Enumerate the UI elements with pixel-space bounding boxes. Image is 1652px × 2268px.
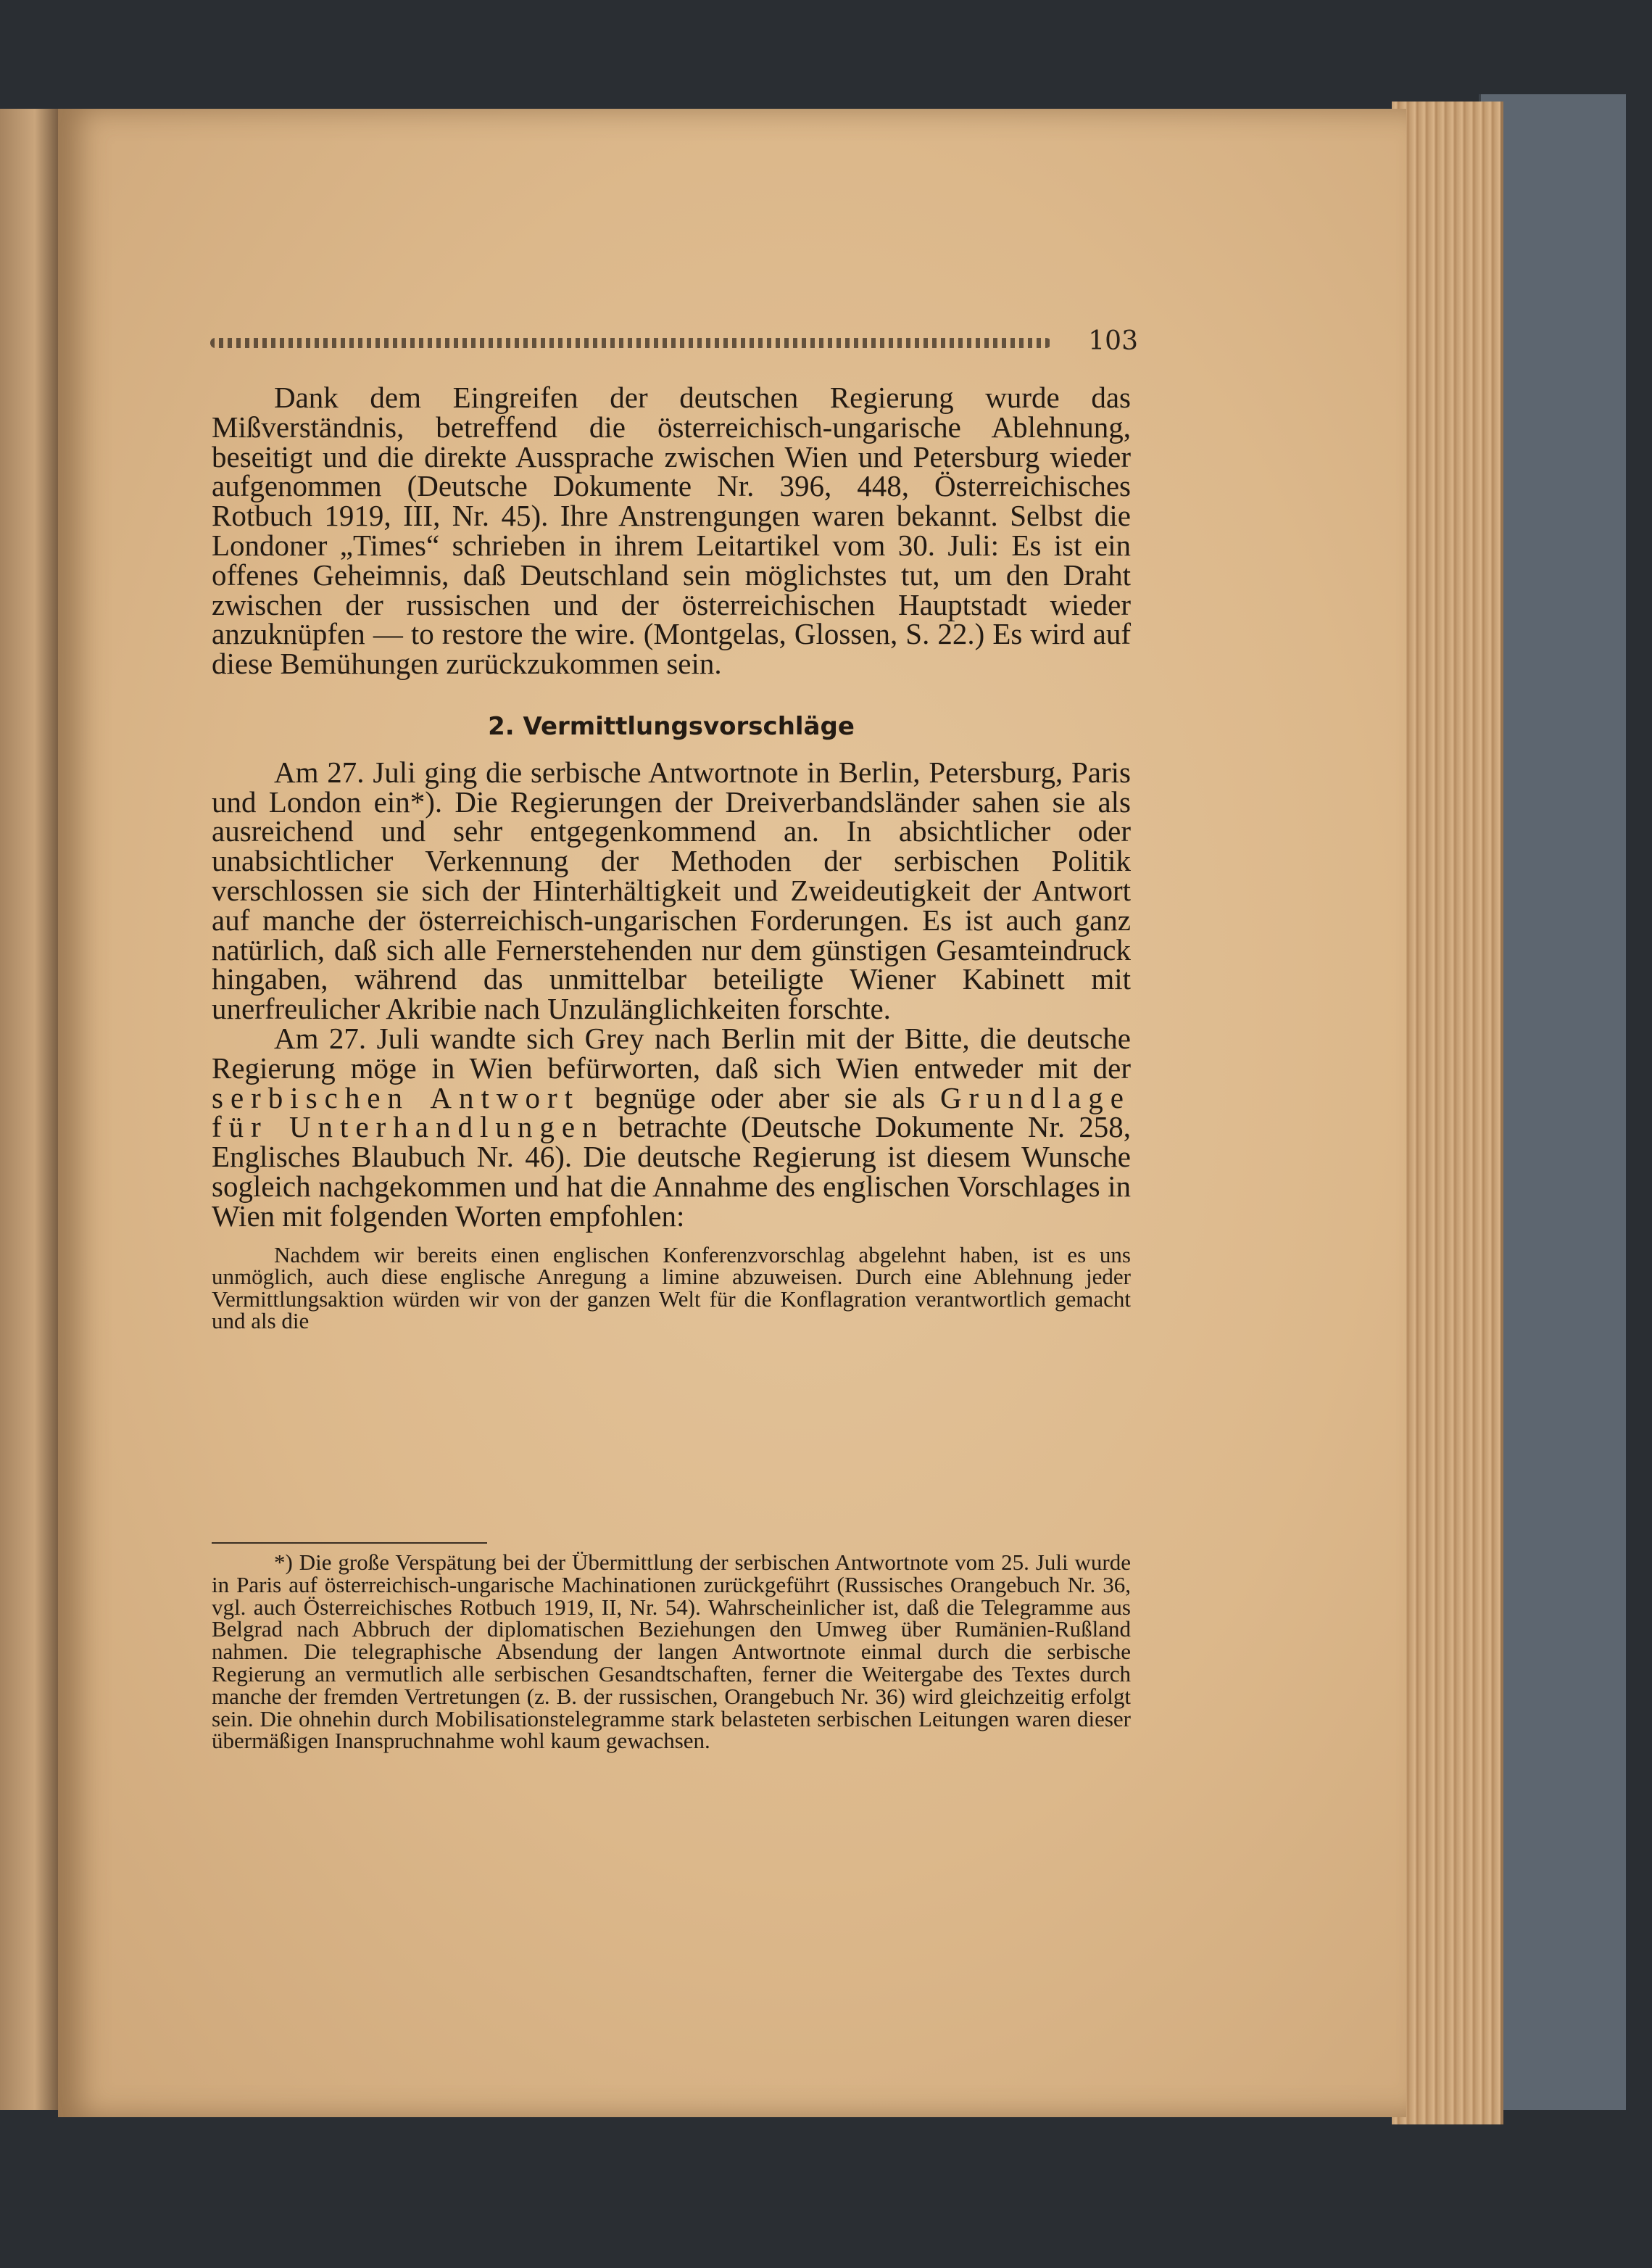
page-block-edges	[1392, 102, 1503, 2124]
facing-page-edge	[0, 109, 58, 2110]
text-run: betrachte (Deutsche Dokumente Nr. 258, Englisches Blaubuch Nr. 46). Die deutsche Regierung ist diesem Wunsche sogleich nachgekommen und hat die Annahme des englischen Vorschlages in Wien mit folgenden Worten empfohlen:	[212, 1110, 1131, 1233]
emphasized-text: Grundlage für Unterhandlungen	[212, 1080, 1131, 1144]
main-text	[212, 383, 1131, 1333]
page-number: 103	[1088, 326, 1138, 356]
paragraph	[212, 1021, 1131, 1233]
paragraph: Am 27. Juli ging die serbische Antwortnote in Berlin, Petersburg, Paris und London ein*). Die Regierungen der Dreiverbandsländer sahen sie als ausreichend und sehr entgegenkommend an. In absichtlicher oder unabsichtlicher Verkennung der Methoden der serbischen Politik verschlossen sie sich der Hinterhältigkeit und Zweideutigkeit der Antwort auf manche der österreichisch-ungarischen Forderungen. Es ist auch ganz natürlich, daß sich alle Fernerstehenden nur dem günstigen Gesamteindruck hingaben, während das unmittelbar beteiligte Wiener Kabinett mit unerfreulicher Akribie nach Unzulänglichkeiten forschte.	[212, 755, 1131, 1026]
footnote-text: *) Die große Verspätung bei der Übermittlung der serbischen Antwortnote vom 25. Juli wurde in Paris auf österreichisch-ungarische Machinationen zurückgeführt (Russisches Orangebuch Nr. 36, vgl. auch Österreichisches Rotbuch 1919, II, Nr. 54). Wahrscheinlicher ist, daß die Telegramme aus Belgrad nach Abbruch der diplomatischen Beziehungen den Umweg über Rumänien-Rußland nahmen. Die telegraphische Absendung der langen Antwortnote einmal durch die serbische Regierung an vermutlich alle serbischen Gesandtschaften, ferner die Weitergabe des Textes durch manche der fremden Vertretungen (z. B. der russischen, Orangebuch Nr. 36) wird gleichzeitig erfolgt sein. Die ohnehin durch Mobilisationstelegramme stark belasteten serbischen Leitungen waren dieser übermäßigen Inanspruchnahme wohl kaum gewachsen.	[212, 1549, 1131, 1754]
text-run: begnüge oder aber sie als	[580, 1080, 940, 1114]
paragraph: Dank dem Eingreifen der deutschen Regierung wurde das Mißverständnis, betreffend die österreichisch-ungarische Ablehnung, beseitigt und die direkte Aussprache zwischen Wien und Petersburg wieder aufgenommen (Deutsche Dokumente Nr. 396, 448, Österreichisches Rotbuch 1919, III, Nr. 45). Ihre Anstrengungen waren bekannt. Selbst die Londoner „Times“ schrieben in ihrem Leitartikel vom 30. Juli: Es ist ein offenes Geheimnis, daß Deutschland sein möglichstes tut, um den Draht zwischen der russischen und der österreichischen Hauptstadt wieder anzuknüpfen — to restore the wire. (Montgelas, Glossen, S. 22.) Es wird auf diese Bemühungen zurückzukommen sein.	[212, 381, 1131, 681]
text-run: Am 27. Juli wandte sich Grey nach Berlin mit der Bitte, die deutsche Regierung möge in Wien befürworten, daß sich Wien entweder mit der	[212, 1021, 1131, 1085]
block-quote: Nachdem wir bereits einen englischen Konferenzvorschlag abgelehnt haben, ist es uns unmöglich, auch diese englische Anregung a limine abzuweisen. Durch eine Ablehnung jeder Vermittlungsaktion würden wir von der ganzen Welt für die Konflagration verantwortlich gemacht und als die	[212, 1241, 1131, 1334]
footnote-separator	[212, 1542, 487, 1544]
emphasized-text: serbischen Antwort	[212, 1080, 581, 1114]
footnote	[212, 1549, 1131, 1754]
section-heading: 2. Vermittlungsvorschläge	[488, 711, 855, 741]
ornamental-header-rule	[210, 338, 1051, 348]
